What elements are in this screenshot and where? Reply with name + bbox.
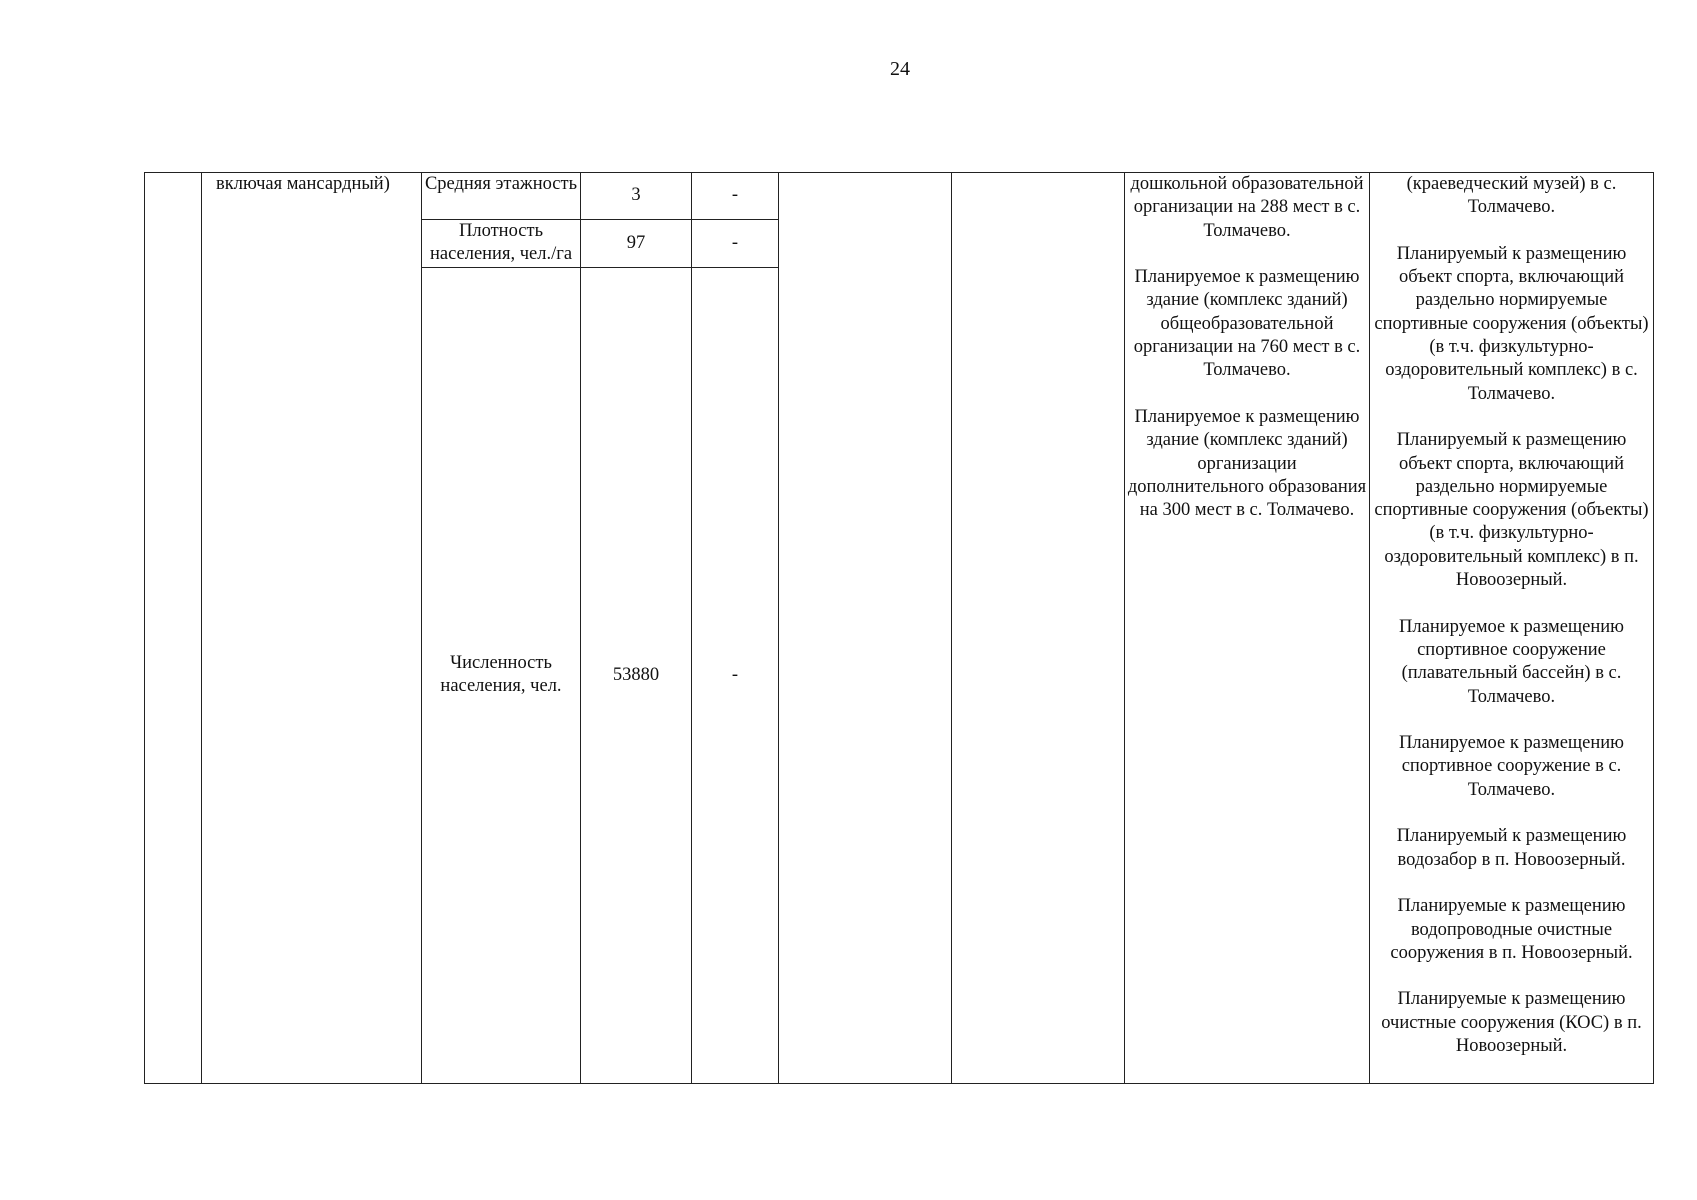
table-row	[145, 173, 1654, 220]
text-paragraph: Планируемое к размещению спортивное сооружение (плавательный бассейн) в с. Толмачево.	[1399, 616, 1624, 707]
text-paragraph: Планируемое к размещению здание (комплекс зданий) общеобразовательной организации на 760 мест в с. Толмачево.	[1133, 267, 1361, 381]
text-paragraph: Планируемые к размещению водопроводные очистные сооружения в п. Новоозерный.	[1390, 896, 1633, 963]
table-cell-empty	[952, 173, 1125, 1084]
text-paragraph: Планируемый к размещению объект спорта, включающий раздельно нормируемые спортивные сооружения (объекты) (в т.ч. физкультурно-оздоровительный комплекс) в с. Толмачево.	[1374, 243, 1649, 404]
metric-value: 3	[581, 173, 692, 220]
metric-dash: -	[692, 220, 779, 268]
document-table	[144, 172, 1654, 1084]
page-number: 24	[890, 58, 910, 80]
text-paragraph: дошкольной образовательной организации на 288 мест в с. Толмачево.	[1130, 174, 1364, 241]
metric-label: Средняя этажность	[422, 173, 581, 220]
metric-value: 97	[581, 220, 692, 268]
text-paragraph: Планируемый к размещению водозабор в п. Новоозерный.	[1396, 826, 1627, 870]
text-paragraph: Планируемое к размещению здание (комплекс зданий) организации дополнительного образования на 300 мест в с. Толмачево.	[1127, 406, 1367, 521]
metric-value: 53880	[581, 267, 692, 1083]
objects-education-cell	[1125, 173, 1370, 1084]
metric-label: Численность населения, чел.	[422, 267, 581, 1083]
metric-dash: -	[692, 267, 779, 1083]
table-cell-name: включая мансардный)	[202, 173, 422, 1084]
table-cell-empty	[779, 173, 952, 1084]
metric-dash: -	[692, 173, 779, 220]
text-paragraph: Планируемое к размещению спортивное сооружение в с. Толмачево.	[1399, 733, 1624, 800]
text-paragraph: Планируемые к размещению очистные сооружения (КОС) в п. Новоозерный.	[1381, 989, 1642, 1056]
objects-sport-utilities-cell	[1370, 173, 1654, 1084]
metric-label: Плотность населения, чел./га	[422, 220, 581, 268]
text-paragraph: (краеведческий музей) в с. Толмачево.	[1406, 174, 1617, 218]
table-cell-number	[145, 173, 202, 1084]
text-paragraph: Планируемый к размещению объект спорта, включающий раздельно нормируемые спортивные сооружения (объекты) (в т.ч. физкультурно-оздоровительный комплекс) в п. Новоозерный.	[1374, 430, 1649, 591]
